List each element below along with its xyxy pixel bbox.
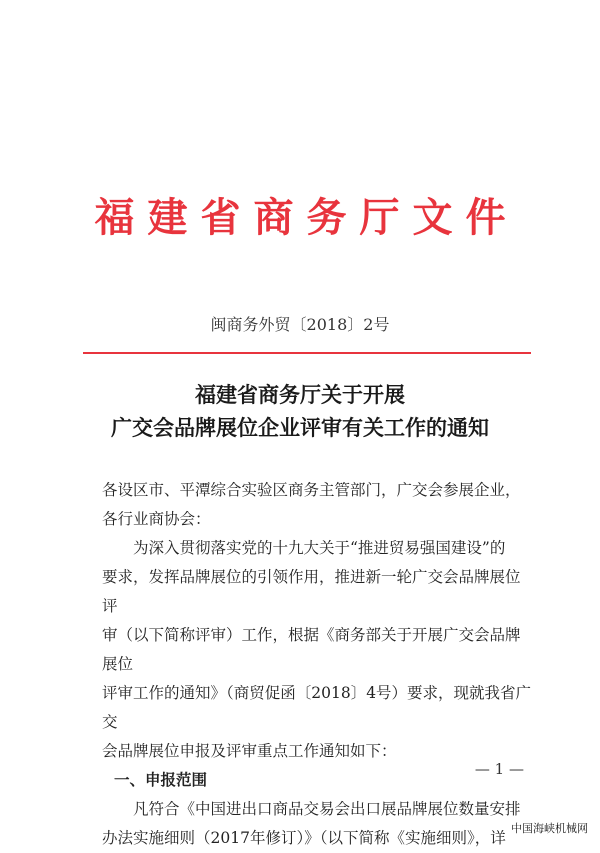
paragraph-1-line-2: 要求，发挥品牌展位的引领作用，推进新一轮广交会品牌展位评: [102, 568, 521, 615]
paragraph-2-line-1: 凡符合《中国进出口商品交易会出口展品牌展位数量安排: [133, 800, 521, 818]
issuer-title: 福建省商务厅文件: [94, 194, 519, 241]
paragraph-1-line-5: 会品牌展位申报及评审重点工作通知如下：: [102, 742, 397, 760]
paragraph-1-line-4: 评审工作的通知》（商贸促函〔2018〕4号）要求，现就我省广交: [102, 684, 532, 731]
paragraph-1-line-1: 为深入贯彻落实党的十九大关于“推进贸易强国建设”的: [133, 539, 506, 557]
paragraph-1-line-3: 审（以下简称评审）工作，根据《商务部关于开展广交会品牌展位: [102, 626, 521, 673]
document-number: 闽商务外贸〔2018〕2号: [210, 315, 390, 334]
paragraph-2-line-2: 办法实施细则（2017年修订）》（以下简称《实施细则》，详: [102, 829, 506, 847]
page-number: — 1 —: [474, 760, 524, 778]
title-line-2: 广交会品牌展位企业评审有关工作的通知: [111, 415, 489, 440]
red-divider-line: [83, 352, 531, 354]
document-title: [0, 378, 600, 444]
addressee-line-1: 各设区市、平潭综合实验区商务主管部门，广交会参展企业，: [102, 481, 521, 499]
section-1-heading: 一、申报范围: [114, 771, 208, 789]
title-line-1: 福建省商务厅关于开展: [195, 382, 405, 407]
document-body: [102, 476, 532, 853]
site-watermark: 中国海峡机械网: [511, 822, 588, 835]
addressee-line-2: 各行业商协会：: [102, 510, 211, 528]
